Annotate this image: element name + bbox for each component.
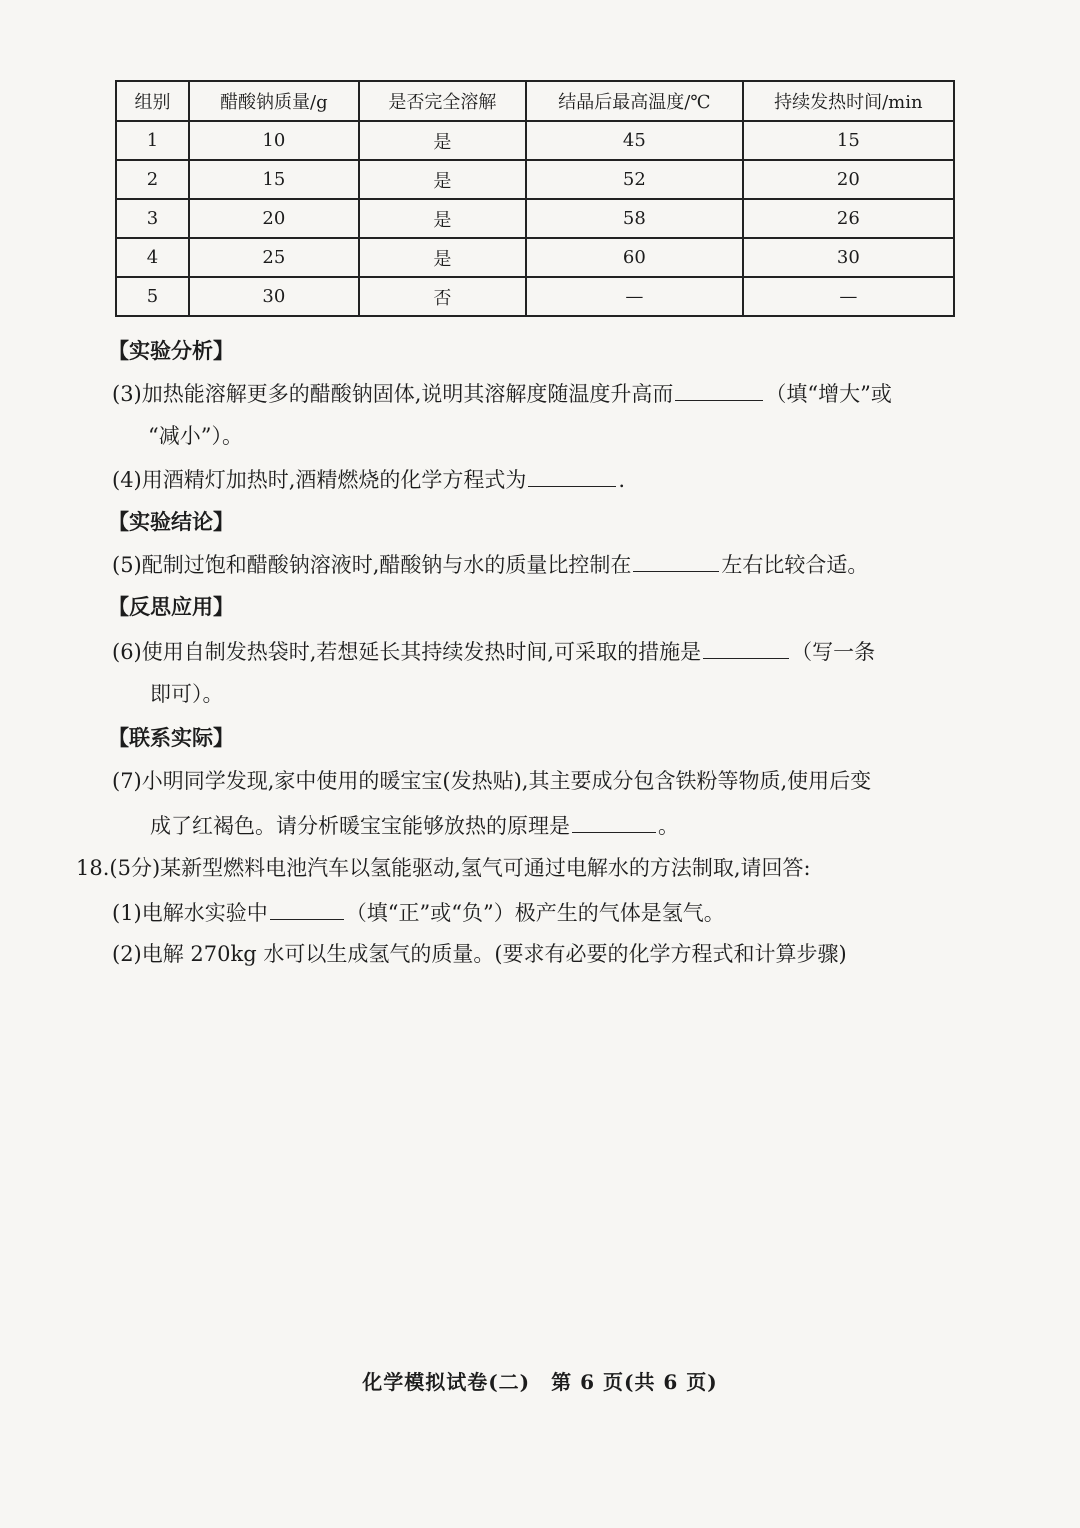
table-row [116,160,954,199]
question-6-line-1 [112,636,875,667]
header-max-temp: 结晶后最高温度/℃ [526,81,743,121]
header-dissolved: 是否完全溶解 [359,81,526,121]
header-heat-time: 持续发热时间/min [743,81,954,121]
table-cell: 20 [189,199,359,238]
question-3-line-1 [112,378,892,409]
table-cell: 58 [526,199,743,238]
table-cell: 52 [526,160,743,199]
question-5 [112,549,868,580]
question-7-text: 成了红褐色。请分析暖宝宝能够放热的原理是 [150,814,570,838]
question-4-end: . [618,468,626,492]
experiment-table [115,80,955,317]
table-cell: 2 [116,160,189,199]
section-analysis: 【实验分析】 [108,338,234,363]
question-18-1-hint: （填“正”或“负”）极产生的气体是氢气。 [345,901,725,925]
header-mass: 醋酸钠质量/g [189,81,359,121]
answer-blank-5[interactable] [633,549,719,572]
question-5-text: (5)配制过饱和醋酸钠溶液时,醋酸钠与水的质量比控制在 [112,553,632,577]
table-cell: 5 [116,277,189,316]
table-cell: 是 [359,121,526,160]
table-cell: 否 [359,277,526,316]
table-cell: 60 [526,238,743,277]
question-18: 18.(5分)某新型燃料电池汽车以氢能驱动,氢气可通过电解水的方法制取,请回答: [76,856,811,880]
page-footer: 化学模拟试卷(二) 第 6 页(共 6 页) [362,1370,718,1394]
question-6-line-2: 即可）。 [150,682,224,706]
question-18-1-text: (1)电解水实验中 [112,901,268,925]
answer-blank-7[interactable] [572,810,656,833]
table-cell: 30 [189,277,359,316]
question-6-hint: （写一条 [791,640,876,664]
table-cell: 15 [189,160,359,199]
question-3-text: (3)加热能溶解更多的醋酸钠固体,说明其溶解度随温度升高而 [112,382,674,406]
table-cell: 是 [359,199,526,238]
question-5-end: 左右比较合适。 [721,553,869,577]
question-6-text: (6)使用自制发热袋时,若想延长其持续发热时间,可采取的措施是 [112,640,702,664]
table-cell: 3 [116,199,189,238]
answer-blank-18-1[interactable] [270,897,344,920]
table-cell: 25 [189,238,359,277]
table-header-row [116,81,954,121]
question-7-line-1: (7)小明同学发现,家中使用的暖宝宝(发热贴),其主要成分包含铁粉等物质,使用后变 [112,769,872,793]
section-practice: 【联系实际】 [108,725,234,750]
question-3-line-2: “减小”）。 [148,424,243,448]
section-reflection: 【反思应用】 [108,594,234,619]
table-cell: 4 [116,238,189,277]
header-group: 组别 [116,81,189,121]
table-cell: 20 [743,160,954,199]
table-cell: 30 [743,238,954,277]
table-row [116,238,954,277]
table-row [116,199,954,238]
table-cell: 是 [359,160,526,199]
question-4 [112,464,625,495]
question-18-1 [112,897,725,928]
answer-blank-6[interactable] [703,636,789,659]
table-row [116,121,954,160]
table-cell: 是 [359,238,526,277]
question-4-text: (4)用酒精灯加热时,酒精燃烧的化学方程式为 [112,468,527,492]
table-cell: 45 [526,121,743,160]
table-row [116,277,954,316]
question-7-line-2 [150,810,679,841]
table-cell: 10 [189,121,359,160]
table-cell: — [526,277,743,316]
table-cell: 1 [116,121,189,160]
section-conclusion: 【实验结论】 [108,509,234,534]
question-18-2: (2)电解 270kg 水可以生成氢气的质量。(要求有必要的化学方程式和计算步骤) [112,942,847,966]
table-cell: — [743,277,954,316]
table-cell: 26 [743,199,954,238]
answer-blank-4[interactable] [528,464,616,487]
question-3-hint: （填“增大”或 [765,382,892,406]
question-7-end: 。 [658,814,679,838]
table-cell: 15 [743,121,954,160]
answer-blank-3[interactable] [675,378,763,401]
